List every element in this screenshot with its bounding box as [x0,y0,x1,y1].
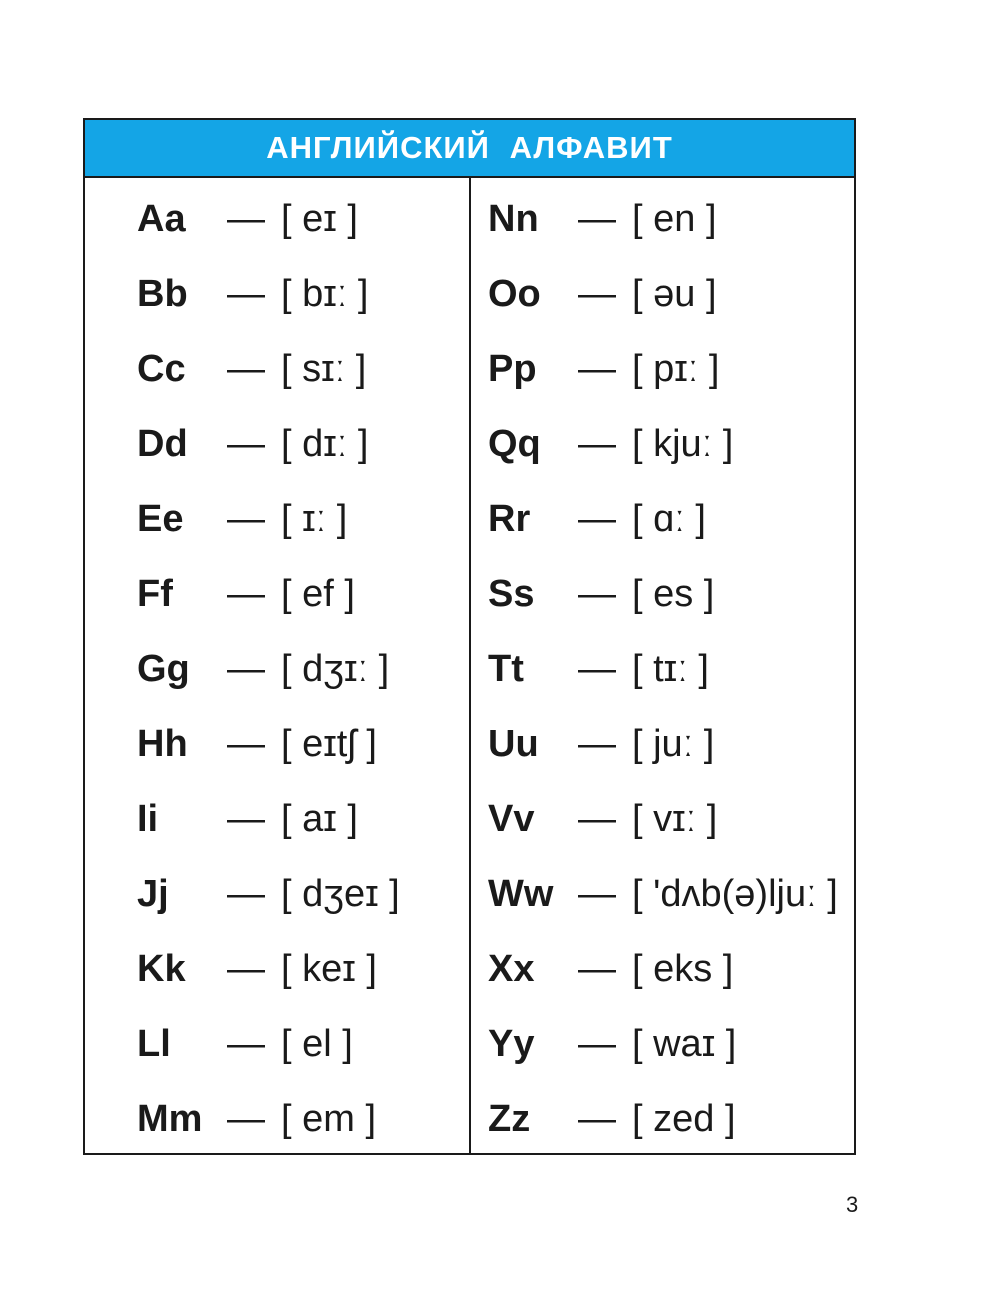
alphabet-table [83,118,856,1155]
alphabet-row [137,1007,400,1082]
left-column [137,182,400,1157]
letter-pair: Dd [137,423,188,465]
dash-separator: — [578,273,616,315]
transcription: [ dʒɪː ] [281,648,390,690]
letter-pair: Pp [488,348,537,390]
letter-pair: Nn [488,198,539,240]
alphabet-row [137,557,400,632]
letter-pair: Rr [488,498,531,540]
dash-separator: — [578,723,616,765]
transcription: [ dɪː ] [281,423,369,465]
letter-pair: Uu [488,723,539,765]
letter-pair: Ss [488,573,535,615]
dash-separator: — [578,423,616,465]
transcription: [ juː ] [632,723,715,765]
alphabet-row [137,707,400,782]
transcription: [ 'dʌb(ə)ljuː ] [632,873,838,915]
transcription: [ eɪtʃ ] [281,723,377,765]
letter-pair: Kk [137,948,186,990]
alphabet-row [137,332,400,407]
dash-separator: — [227,1023,265,1065]
transcription: [ əu ] [632,273,717,315]
alphabet-row [488,857,838,932]
alphabet-row [137,632,400,707]
alphabet-row [488,257,838,332]
dash-separator: — [578,1098,616,1140]
dash-separator: — [227,573,265,615]
alphabet-row [488,482,838,557]
transcription: [ aɪ ] [281,798,358,840]
column-divider [469,178,471,1153]
dash-separator: — [227,798,265,840]
transcription: [ dʒeɪ ] [281,873,400,915]
transcription: [ em ] [281,1098,377,1140]
alphabet-row [488,632,838,707]
letter-pair: Gg [137,648,190,690]
transcription: [ eɪ ] [281,198,358,240]
transcription: [ sɪː ] [281,348,367,390]
alphabet-row [488,407,838,482]
transcription: [ tɪː ] [632,648,709,690]
transcription: [ eks ] [632,948,734,990]
letter-pair: Ii [137,798,159,840]
alphabet-row [488,707,838,782]
dash-separator: — [227,423,265,465]
alphabet-row [488,932,838,1007]
transcription: [ zed ] [632,1098,736,1140]
dash-separator: — [227,273,265,315]
transcription: [ kjuː ] [632,423,734,465]
alphabet-row [137,182,400,257]
right-column [488,182,838,1157]
dash-separator: — [578,873,616,915]
dash-separator: — [227,498,265,540]
dash-separator: — [578,798,616,840]
alphabet-row [488,782,838,857]
dash-separator: — [578,573,616,615]
alphabet-row [488,1082,838,1157]
letter-pair: Ee [137,498,184,540]
letter-pair: Cc [137,348,186,390]
dash-separator: — [578,498,616,540]
transcription: [ ef ] [281,573,355,615]
dash-separator: — [227,723,265,765]
letter-pair: Vv [488,798,535,840]
letter-pair: Zz [488,1098,531,1140]
table-header [85,120,854,178]
dash-separator: — [578,348,616,390]
transcription: [ en ] [632,198,717,240]
dash-separator: — [227,348,265,390]
alphabet-row [488,1007,838,1082]
letter-pair: Qq [488,423,541,465]
letter-pair: Ww [488,873,554,915]
alphabet-row [137,932,400,1007]
alphabet-row [137,1082,400,1157]
letter-pair: Ff [137,573,173,615]
letter-pair: Mm [137,1098,203,1140]
alphabet-row [488,332,838,407]
alphabet-row [137,257,400,332]
transcription: [ vɪː ] [632,798,718,840]
letter-pair: Bb [137,273,188,315]
letter-pair: Oo [488,273,541,315]
transcription: [ waɪ ] [632,1023,737,1065]
letter-pair: Xx [488,948,535,990]
alphabet-row [137,857,400,932]
letter-pair: Ll [137,1023,171,1065]
alphabet-row [137,482,400,557]
dash-separator: — [578,1023,616,1065]
dash-separator: — [578,198,616,240]
dash-separator: — [227,1098,265,1140]
dash-separator: — [227,948,265,990]
transcription: [ ɑː ] [632,498,706,540]
alphabet-row [488,557,838,632]
dash-separator: — [578,948,616,990]
dash-separator: — [578,648,616,690]
transcription: [ ɪː ] [281,498,348,540]
dash-separator: — [227,873,265,915]
letter-pair: Hh [137,723,188,765]
dash-separator: — [227,648,265,690]
alphabet-row [137,782,400,857]
alphabet-row [488,182,838,257]
letter-pair: Jj [137,873,169,915]
dash-separator: — [227,198,265,240]
alphabet-row [137,407,400,482]
page-number: 3 [846,1192,859,1217]
letter-pair: Aa [137,198,186,240]
transcription: [ keɪ ] [281,948,377,990]
letter-pair: Yy [488,1023,535,1065]
table-title: АНГЛИЙСКИЙ АЛФАВИТ [266,130,673,165]
letter-pair: Tt [488,648,524,690]
transcription: [ es ] [632,573,715,615]
transcription: [ el ] [281,1023,353,1065]
transcription: [ bɪː ] [281,273,369,315]
transcription: [ pɪː ] [632,348,720,390]
